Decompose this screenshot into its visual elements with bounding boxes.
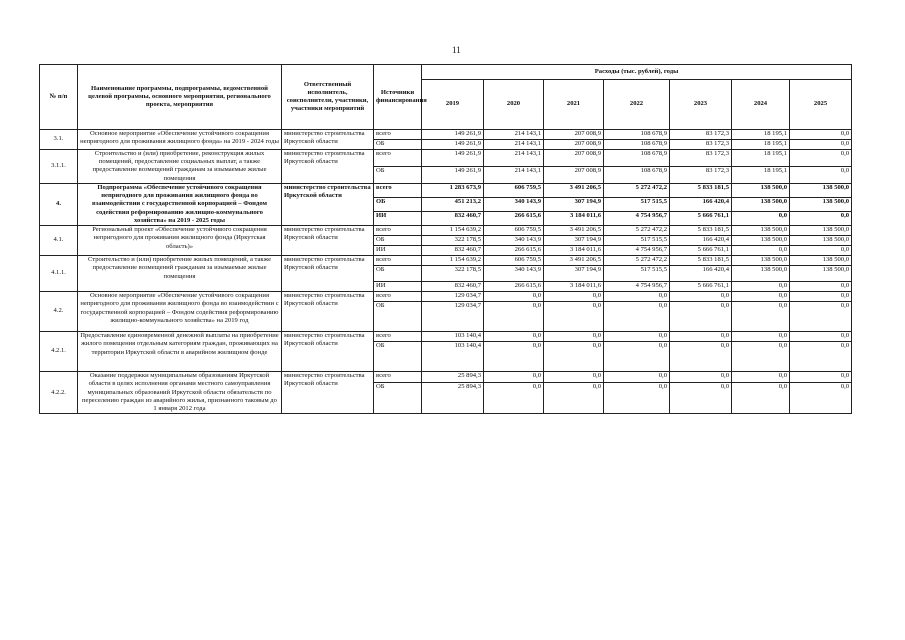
row-value: 25 894,3 — [422, 372, 484, 383]
row-value: 5 833 181,5 — [670, 256, 732, 266]
row-value: 0,0 — [790, 140, 852, 150]
row-responsible: министерство строительства Иркутской области — [282, 183, 374, 225]
row-value: 138 500,0 — [732, 226, 790, 236]
header-year: 2021 — [544, 80, 604, 130]
row-value: 266 615,6 — [484, 246, 544, 256]
row-name: Строительство и (или) приобретение жилых помещений, а также предоставление возмещений гражданам за изымаемые жилые помещения — [78, 256, 282, 292]
header-year: 2023 — [670, 80, 732, 130]
row-value: 0,0 — [484, 342, 544, 372]
row-number: 3.1.1. — [40, 150, 78, 184]
row-value: 0,0 — [790, 342, 852, 372]
row-value: 0,0 — [670, 292, 732, 302]
table-row — [40, 256, 852, 266]
row-value: 138 500,0 — [732, 266, 790, 282]
row-value: 517 515,5 — [604, 197, 670, 211]
row-value: 166 420,4 — [670, 266, 732, 282]
row-responsible: министерство строительства Иркутской области — [282, 226, 374, 256]
row-responsible: министерство строительства Иркутской области — [282, 332, 374, 372]
row-value: 832 460,7 — [422, 282, 484, 292]
row-number: 4. — [40, 183, 78, 225]
row-source: ИИ — [374, 246, 422, 256]
row-value: 207 008,9 — [544, 166, 604, 183]
row-value: 25 894,3 — [422, 382, 484, 414]
row-value: 166 420,4 — [670, 197, 732, 211]
row-value: 0,0 — [484, 292, 544, 302]
row-value: 0,0 — [670, 302, 732, 332]
row-source: ОБ — [374, 166, 422, 183]
row-responsible: министерство строительства Иркутской области — [282, 256, 374, 292]
row-value: 0,0 — [604, 302, 670, 332]
row-source: ОБ — [374, 302, 422, 332]
row-value: 18 195,1 — [732, 150, 790, 167]
row-value: 5 833 181,5 — [670, 226, 732, 236]
row-value: 0,0 — [790, 372, 852, 383]
row-value: 0,0 — [732, 332, 790, 342]
row-number: 4.2.2. — [40, 372, 78, 414]
row-value: 0,0 — [790, 332, 852, 342]
row-value: 138 500,0 — [790, 266, 852, 282]
row-value: 3 184 011,6 — [544, 246, 604, 256]
row-value: 451 213,2 — [422, 197, 484, 211]
row-value: 138 500,0 — [732, 236, 790, 246]
row-value: 0,0 — [670, 382, 732, 414]
row-value: 18 195,1 — [732, 166, 790, 183]
row-value: 138 500,0 — [732, 197, 790, 211]
row-value: 83 172,3 — [670, 166, 732, 183]
table-row — [40, 292, 852, 302]
table-row — [40, 226, 852, 236]
header-name: Наименование программы, подпрограммы, ведомственной целевой программы, основного мероприятия, регионального проекта, мероприятия — [78, 65, 282, 130]
row-value: 0,0 — [790, 282, 852, 292]
row-value: 83 172,3 — [670, 140, 732, 150]
row-value: 0,0 — [544, 382, 604, 414]
row-value: 0,0 — [732, 382, 790, 414]
row-value: 149 261,9 — [422, 150, 484, 167]
row-value: 0,0 — [732, 246, 790, 256]
row-value: 5 666 761,1 — [670, 212, 732, 226]
row-value: 3 491 206,5 — [544, 256, 604, 266]
header-number: № п/п — [40, 65, 78, 130]
row-value: 0,0 — [790, 150, 852, 167]
row-value: 0,0 — [604, 292, 670, 302]
row-value: 1 154 639,2 — [422, 226, 484, 236]
row-value: 0,0 — [544, 302, 604, 332]
row-value: 108 678,9 — [604, 140, 670, 150]
row-value: 207 008,9 — [544, 130, 604, 140]
row-value: 108 678,9 — [604, 166, 670, 183]
table-row — [40, 130, 852, 140]
row-value: 3 491 206,5 — [544, 183, 604, 197]
row-value: 166 420,4 — [670, 236, 732, 246]
table-row — [40, 332, 852, 342]
row-value: 340 143,9 — [484, 197, 544, 211]
row-value: 0,0 — [604, 372, 670, 383]
row-value: 0,0 — [484, 302, 544, 332]
row-value: 3 184 011,6 — [544, 212, 604, 226]
row-value: 0,0 — [732, 372, 790, 383]
row-value: 4 754 956,7 — [604, 282, 670, 292]
row-value: 1 154 639,2 — [422, 256, 484, 266]
row-value: 149 261,9 — [422, 130, 484, 140]
row-source: ОБ — [374, 236, 422, 246]
row-value: 108 678,9 — [604, 150, 670, 167]
row-value: 0,0 — [790, 246, 852, 256]
row-value: 138 500,0 — [732, 183, 790, 197]
row-source: ОБ — [374, 197, 422, 211]
row-value: 0,0 — [484, 382, 544, 414]
row-number: 4.2.1. — [40, 332, 78, 372]
row-value: 0,0 — [604, 342, 670, 372]
row-value: 0,0 — [790, 212, 852, 226]
row-value: 5 666 761,1 — [670, 246, 732, 256]
row-value: 0,0 — [790, 292, 852, 302]
row-source: всего — [374, 183, 422, 197]
row-source: всего — [374, 292, 422, 302]
row-value: 207 008,9 — [544, 150, 604, 167]
row-value: 0,0 — [732, 212, 790, 226]
row-responsible: министерство строительства Иркутской области — [282, 150, 374, 184]
row-value: 207 008,9 — [544, 140, 604, 150]
row-value: 129 034,7 — [422, 292, 484, 302]
row-value: 322 178,5 — [422, 236, 484, 246]
row-responsible: министерство строительства Иркутской области — [282, 372, 374, 414]
expenses-table — [39, 64, 852, 414]
row-value: 5 272 472,2 — [604, 183, 670, 197]
row-value: 0,0 — [732, 282, 790, 292]
row-name: Оказание поддержки муниципальным образованиям Иркутской области в целях исполнения органами местного самоуправления муниципальных образований Иркутской области обязательств по переселению граждан из аварийного жилья, признанного таковым до 1 января 2012 года — [78, 372, 282, 414]
row-value: 0,0 — [790, 166, 852, 183]
row-value: 138 500,0 — [790, 226, 852, 236]
row-value: 0,0 — [732, 342, 790, 372]
row-value: 5 833 181,5 — [670, 183, 732, 197]
row-number: 4.1.1. — [40, 256, 78, 292]
row-value: 0,0 — [732, 292, 790, 302]
row-value: 340 143,9 — [484, 266, 544, 282]
page-number: 11 — [452, 45, 461, 55]
row-value: 103 140,4 — [422, 342, 484, 372]
row-value: 307 194,9 — [544, 197, 604, 211]
row-value: 103 140,4 — [422, 332, 484, 342]
row-value: 322 178,5 — [422, 266, 484, 282]
row-value: 18 195,1 — [732, 140, 790, 150]
row-value: 0,0 — [670, 342, 732, 372]
row-value: 517 515,5 — [604, 266, 670, 282]
row-value: 3 184 011,6 — [544, 282, 604, 292]
row-value: 214 143,1 — [484, 130, 544, 140]
row-value: 214 143,1 — [484, 166, 544, 183]
row-value: 138 500,0 — [790, 197, 852, 211]
header-year: 2020 — [484, 80, 544, 130]
row-source: всего — [374, 130, 422, 140]
row-value: 307 194,9 — [544, 236, 604, 246]
row-value: 4 754 956,7 — [604, 212, 670, 226]
row-value: 138 500,0 — [732, 256, 790, 266]
row-value: 0,0 — [670, 332, 732, 342]
row-source: всего — [374, 372, 422, 383]
row-name: Региональный проект «Обеспечение устойчивого сокращения непригодного для проживания жилищного фонда (Иркутская область)» — [78, 226, 282, 256]
row-source: ОБ — [374, 382, 422, 414]
row-value: 0,0 — [790, 302, 852, 332]
table-row — [40, 150, 852, 167]
row-value: 832 460,7 — [422, 246, 484, 256]
row-value: 149 261,9 — [422, 166, 484, 183]
row-responsible: министерство строительства Иркутской области — [282, 292, 374, 332]
row-value: 214 143,1 — [484, 150, 544, 167]
row-value: 0,0 — [484, 372, 544, 383]
row-source: ИИ — [374, 282, 422, 292]
row-value: 0,0 — [670, 372, 732, 383]
row-value: 83 172,3 — [670, 130, 732, 140]
row-value: 138 500,0 — [790, 236, 852, 246]
row-responsible: министерство строительства Иркутской области — [282, 130, 374, 150]
header-source: Источники финансирования — [374, 65, 422, 130]
header-year: 2019 — [422, 80, 484, 130]
row-value: 5 272 472,2 — [604, 256, 670, 266]
header-year: 2025 — [790, 80, 852, 130]
row-number: 4.1. — [40, 226, 78, 256]
row-value: 0,0 — [732, 302, 790, 332]
row-value: 266 615,6 — [484, 282, 544, 292]
row-value: 138 500,0 — [790, 183, 852, 197]
row-value: 1 283 673,9 — [422, 183, 484, 197]
header-year: 2022 — [604, 80, 670, 130]
row-value: 0,0 — [604, 332, 670, 342]
table-row — [40, 372, 852, 383]
row-source: всего — [374, 226, 422, 236]
row-value: 0,0 — [790, 382, 852, 414]
row-name: Подпрограмма «Обеспечение устойчивого сокращения непригодного для проживания жилищного фонда во взаимодействии с государственной корпорацией – Фондом содействия реформированию жилищно-коммунального хозяйства» на 2019 - 2025 годы — [78, 183, 282, 225]
row-source: ОБ — [374, 140, 422, 150]
row-value: 138 500,0 — [790, 256, 852, 266]
row-value: 340 143,9 — [484, 236, 544, 246]
row-name: Основное мероприятие «Обеспечение устойчивого сокращения непригодного для проживания жилищного фонда во взаимодействии с государственной корпорацией – Фондом содействия реформированию жилищно-коммунального хозяйства» на 2019 год — [78, 292, 282, 332]
row-source: ОБ — [374, 266, 422, 282]
row-value: 4 754 956,7 — [604, 246, 670, 256]
row-source: всего — [374, 150, 422, 167]
row-value: 5 272 472,2 — [604, 226, 670, 236]
row-value: 266 615,6 — [484, 212, 544, 226]
row-name: Основное мероприятие «Обеспечение устойчивого сокращения непригодного для проживания жилищного фонда» на 2019 - 2024 годы — [78, 130, 282, 150]
row-value: 108 678,9 — [604, 130, 670, 140]
row-value: 307 194,9 — [544, 266, 604, 282]
row-number: 4.2. — [40, 292, 78, 332]
table-row — [40, 183, 852, 197]
row-value: 0,0 — [484, 332, 544, 342]
row-value: 129 034,7 — [422, 302, 484, 332]
row-value: 517 515,5 — [604, 236, 670, 246]
row-value: 214 143,1 — [484, 140, 544, 150]
row-value: 0,0 — [544, 292, 604, 302]
row-value: 149 261,9 — [422, 140, 484, 150]
row-number: 3.1. — [40, 130, 78, 150]
row-value: 0,0 — [544, 372, 604, 383]
row-value: 83 172,3 — [670, 150, 732, 167]
row-value: 0,0 — [544, 332, 604, 342]
row-value: 18 195,1 — [732, 130, 790, 140]
row-source: ОБ — [374, 342, 422, 372]
row-name: Строительство и (или) приобретение, реконструкция жилых помещений, предоставление социальных выплат, а также предоставление возмещений гражданам за изымаемые жилые помещения — [78, 150, 282, 184]
row-source: всего — [374, 256, 422, 266]
row-value: 606 759,5 — [484, 226, 544, 236]
header-expenses: Расходы (тыс. рублей), годы — [422, 65, 852, 80]
row-value: 5 666 761,1 — [670, 282, 732, 292]
header-year: 2024 — [732, 80, 790, 130]
row-source: ИИ — [374, 212, 422, 226]
row-value: 3 491 206,5 — [544, 226, 604, 236]
row-value: 0,0 — [604, 382, 670, 414]
row-value: 606 759,5 — [484, 183, 544, 197]
row-value: 0,0 — [544, 342, 604, 372]
row-value: 0,0 — [790, 130, 852, 140]
header-responsible: Ответственный исполнитель, соисполнители, участники, участники мероприятий — [282, 65, 374, 130]
row-value: 832 460,7 — [422, 212, 484, 226]
row-name: Предоставление единовременной денежной выплаты на приобретение жилого помещения отдельным категориям граждан, проживающих на территории Иркутской области в аварийном жилищном фонде — [78, 332, 282, 372]
row-value: 606 759,5 — [484, 256, 544, 266]
row-source: всего — [374, 332, 422, 342]
